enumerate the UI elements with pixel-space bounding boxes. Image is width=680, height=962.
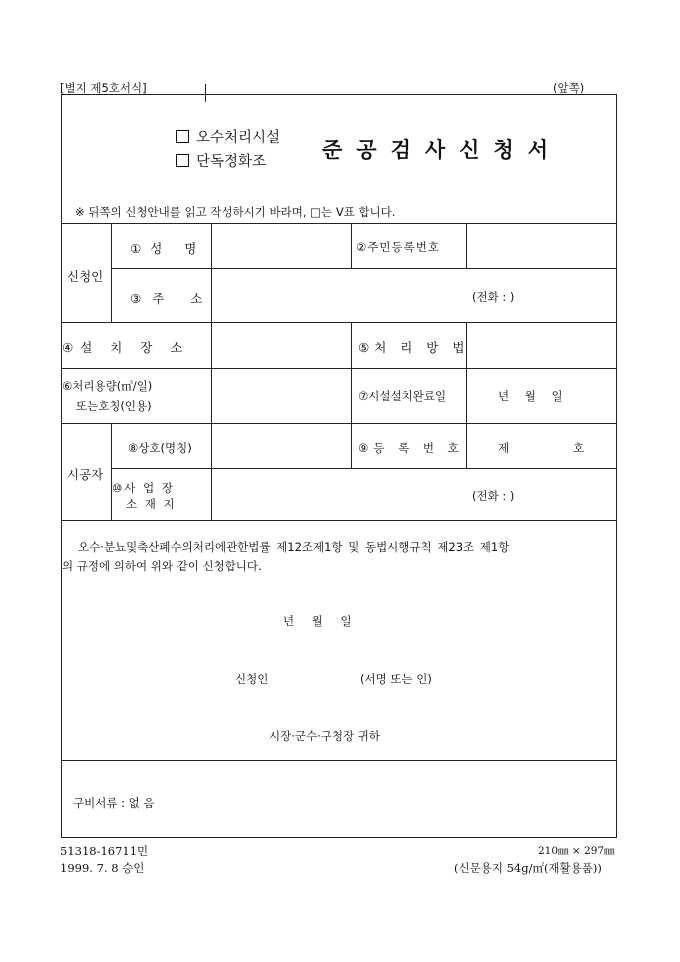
treatment-method-field[interactable]	[467, 323, 616, 368]
form-number: [별지 제5호서식]	[60, 81, 147, 95]
applicant-section-label: 신청인	[67, 269, 104, 284]
completion-date-field[interactable]: 년 월 일	[498, 389, 563, 403]
address-field[interactable]	[212, 269, 462, 322]
name-label: ①성 명	[130, 241, 206, 256]
install-location-field[interactable]	[212, 323, 350, 368]
signer-label: 신청인	[235, 672, 269, 686]
business-site-label-2: 소 재 지	[126, 497, 177, 511]
option-sewage-facility[interactable]	[176, 126, 280, 147]
recipient: 시장·군수·구청장 귀하	[269, 729, 380, 743]
registration-number-suffix: 호	[573, 441, 585, 455]
applicant-phone: (전화 : )	[472, 290, 515, 304]
option-septic-tank[interactable]	[176, 150, 266, 171]
form-title: 준공검사신청서	[322, 137, 563, 162]
address-label: ③주 소	[130, 291, 214, 306]
contractor-section-label: 시공자	[67, 467, 104, 482]
capacity-label: ⑥처리용량(㎥/일)	[62, 379, 153, 393]
divider-after-contractor	[61, 520, 617, 521]
registration-number-label: ⑨등 록 번 호	[358, 441, 464, 455]
name-field[interactable]	[212, 224, 350, 268]
capacity-field[interactable]	[212, 369, 350, 423]
statement-line-1: 오수·분뇨및축산폐수의처리에관한법률 제12조제1항 및 동법시행규칙 제23조 제1항	[78, 540, 510, 554]
contractor-section-line	[111, 423, 112, 520]
page-side-label: (앞쪽)	[553, 81, 585, 95]
form-code: 51318-16711민	[60, 844, 149, 858]
applicant-section-line	[111, 223, 112, 322]
required-documents: 구비서류 : 없 음	[73, 796, 155, 810]
registration-number-prefix: 제	[498, 441, 510, 455]
company-name-label: ⑧상호(명칭)	[128, 441, 192, 455]
completion-date-label: ⑦시설설치완료일	[358, 389, 447, 403]
treatment-method-label: ⑤처 리 방 법	[358, 340, 470, 355]
install-location-label: ④설 치 장 소	[62, 340, 190, 355]
statement-line-2: 의 규정에 의하여 위와 같이 신청합니다.	[62, 559, 262, 573]
company-name-field[interactable]	[212, 424, 350, 468]
mid-line-row1	[351, 223, 352, 268]
rrn-field[interactable]	[467, 224, 616, 268]
paper-type: (신문용지 54g/㎡(재활용품))	[454, 861, 602, 875]
business-site-label: ⑩사 업 장	[112, 481, 175, 495]
rrn-label: ②주민등록번호	[356, 240, 440, 254]
option-sewage-facility-label: 오수처리시설	[196, 130, 281, 146]
capacity-label-alt: 또는호칭(인용)	[76, 399, 152, 413]
checkbox-icon[interactable]	[176, 154, 189, 167]
approval-date: 1999. 7. 8 승인	[60, 861, 145, 875]
mid-line-rows	[351, 322, 352, 468]
application-date[interactable]: 년 월 일	[283, 614, 352, 628]
option-septic-tank-label: 단독정화조	[196, 154, 267, 170]
instruction-notice: ※ 뒤쪽의 신청안내를 읽고 작성하시기 바라며, □는 V표 합니다.	[75, 205, 396, 219]
signature-hint[interactable]: (서명 또는 인)	[360, 672, 432, 686]
contractor-phone: (전화 : )	[472, 489, 515, 503]
checkbox-icon[interactable]	[176, 130, 189, 143]
divider-before-documents	[61, 760, 617, 761]
business-site-field[interactable]	[212, 469, 462, 520]
paper-size: 210㎜ × 297㎜	[538, 845, 615, 857]
